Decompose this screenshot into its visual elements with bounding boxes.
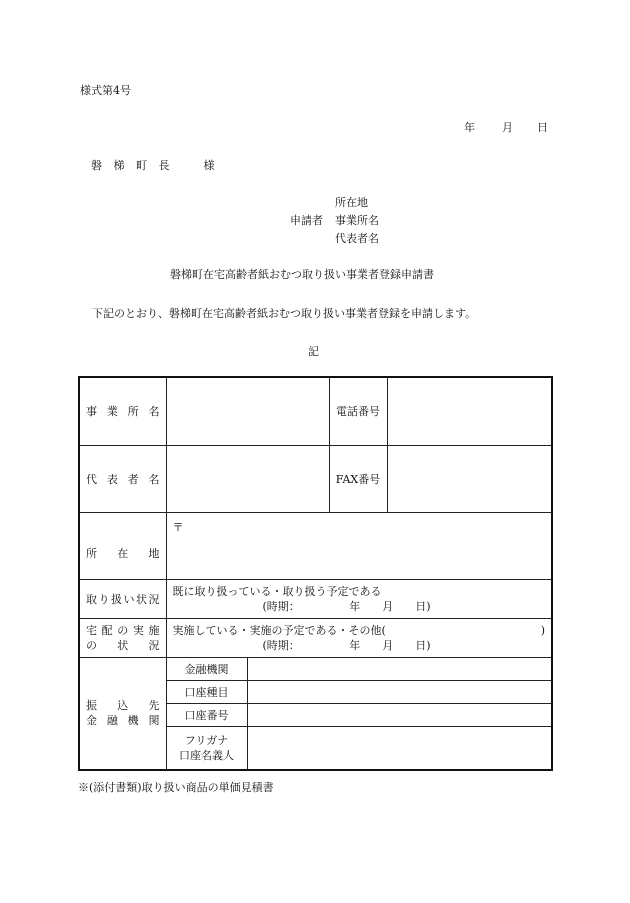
attachment-note: ※(添付書類)取り扱い商品の単価見積書 [78,781,274,794]
application-table [78,376,553,771]
handling-field[interactable] [166,579,552,618]
document-title: 磐梯町在宅高齢者紙おむつ取り扱い事業者登録申請書 [170,268,434,281]
table-row [79,512,552,579]
holder-label: 口座名義人 [179,748,234,762]
applicant-location-label: 所在地 [335,196,368,209]
handling-period: (時期： 年 月 日) [262,599,431,613]
fax-field[interactable] [387,445,552,512]
account-holder-label [166,726,247,770]
delivery-label [79,618,166,657]
account-type-field[interactable] [247,680,552,703]
bank-label-line2: 金 融 機 関 [86,714,160,728]
rep-name-label: 代 表 者 名 [79,445,166,512]
delivery-period: (時期： 年 月 日) [262,638,431,652]
applicant-rep-label: 代表者名 [335,232,379,245]
table-row [79,377,552,445]
date-day-label: 日 [537,121,548,134]
date-month-label: 月 [502,121,513,134]
form-number: 様式第4号 [80,84,131,97]
handling-label: 取り扱い状況 [79,579,166,618]
address-label: 所 在 地 [79,512,166,579]
account-number-field[interactable] [247,703,552,726]
account-number-label: 口座番号 [166,703,247,726]
delivery-label-line1: 宅 配 の 実 施 [86,623,160,637]
applicant-office-label: 事業所名 [335,214,379,227]
table-row [79,657,552,680]
kana-label: フリガナ [184,733,229,747]
bank-label [79,657,166,770]
delivery-label-line2: の 状 況 [86,638,160,652]
delivery-field[interactable] [166,618,552,657]
rep-name-field[interactable] [166,445,329,512]
postal-mark: 〒 [172,520,184,534]
ki-heading: 記 [308,345,319,358]
account-holder-field[interactable] [247,726,552,770]
date-year-label: 年 [464,121,475,134]
bank-institution-field[interactable] [247,657,552,680]
table-row [79,618,552,657]
applicant-label: 申請者 [290,214,323,227]
office-name-label: 事 業 所 名 [79,377,166,445]
delivery-close-paren: ) [540,623,545,637]
office-name-field[interactable] [166,377,329,445]
addressee: 磐 梯 町 長 様 [91,159,219,172]
address-field[interactable] [166,512,552,579]
account-type-label: 口座種目 [166,680,247,703]
handling-options: 既に取り扱っている・取り扱う予定である [172,584,382,598]
phone-field[interactable] [387,377,552,445]
delivery-options: 実施している・実施の予定である・その他( [172,623,386,637]
bank-institution-label: 金融機関 [166,657,247,680]
table-row [79,445,552,512]
phone-label: 電話番号 [329,377,387,445]
table-row [79,579,552,618]
intro-text: 下記のとおり、磐梯町在宅高齢者紙おむつ取り扱い事業者登録を申請します。 [92,307,477,320]
fax-label: FAX番号 [329,445,387,512]
bank-label-line1: 振 込 先 [86,699,160,713]
